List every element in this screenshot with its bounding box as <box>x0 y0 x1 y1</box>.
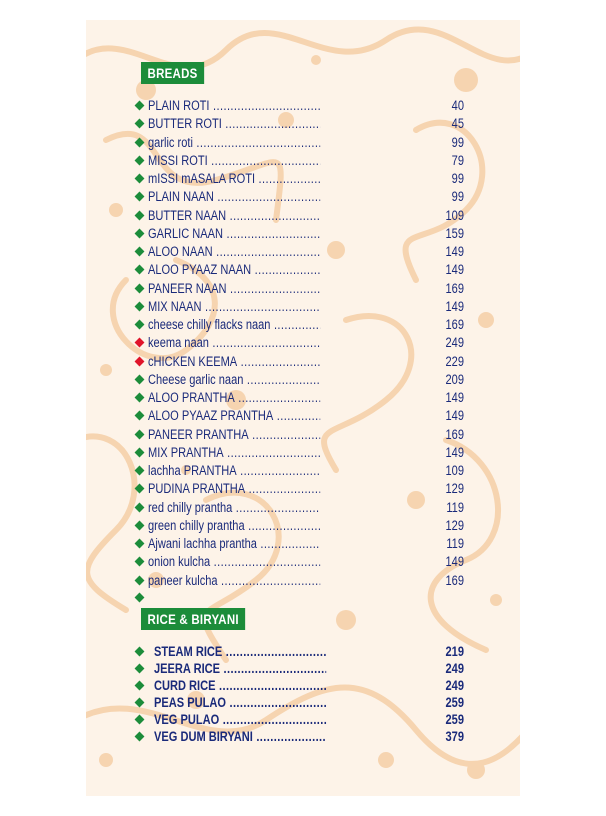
menu-item-price: 119 <box>446 499 464 515</box>
veg-marker-icon <box>135 247 145 257</box>
menu-item-name: PLAIN ROTI ..... <box>148 97 320 115</box>
menu-item-price: 79 <box>451 152 464 168</box>
menu-item-name: STEAM RICE ..... <box>154 643 326 660</box>
veg-marker-icon <box>135 466 145 476</box>
menu-item-price: 129 <box>445 517 464 533</box>
menu-item-price: 169 <box>445 317 464 332</box>
menu-item <box>132 444 464 462</box>
menu-item-name: keema naan ..... <box>148 334 320 352</box>
menu-item <box>132 694 464 711</box>
menu-item-name: MIX NAAN ..... <box>148 298 320 316</box>
menu-item <box>132 115 464 133</box>
veg-marker-icon <box>135 393 145 403</box>
menu-item-price: 149 <box>445 262 464 278</box>
menu-item-name: PEAS PULAO ..... <box>154 694 326 711</box>
menu-item-price: 149 <box>445 444 464 460</box>
menu-item-price: 379 <box>445 729 464 744</box>
menu-item-price: 159 <box>445 225 464 241</box>
menu-item-name: PUDINA PRANTHA ..... <box>148 480 320 498</box>
menu-item <box>132 572 464 590</box>
menu-item <box>132 643 464 660</box>
menu-item-price: 149 <box>445 554 464 570</box>
menu-item <box>132 316 464 334</box>
menu-item-name: green chilly prantha ..... <box>148 517 320 535</box>
veg-marker-icon <box>135 155 145 165</box>
menu-item <box>132 243 464 261</box>
menu-item-price: 99 <box>451 189 464 205</box>
menu-item-name: PLAIN NAAN ..... <box>148 188 320 206</box>
menu-item-price: 249 <box>445 678 464 693</box>
menu-item-name: ALOO PYAAZ PRANTHA ..... <box>148 407 320 425</box>
menu-item-price: 109 <box>445 207 464 223</box>
menu-item-name: ALOO NAAN ..... <box>148 243 320 261</box>
menu-item <box>132 97 464 115</box>
veg-marker-icon <box>135 664 145 674</box>
menu-item-price: 169 <box>445 572 464 588</box>
veg-marker-icon <box>135 429 145 439</box>
menu-item-price: 249 <box>445 335 464 351</box>
veg-marker-icon <box>135 647 145 657</box>
veg-marker-icon <box>135 192 145 202</box>
breads-section-title: BREADS <box>141 62 204 84</box>
menu-item-price: 119 <box>446 536 464 551</box>
menu-item-price: 149 <box>445 390 464 405</box>
menu-item-price: 149 <box>445 408 464 424</box>
menu-item-price: 259 <box>445 695 464 710</box>
veg-marker-icon <box>135 502 145 512</box>
menu-item-price: 99 <box>451 171 464 186</box>
menu-item-price: 40 <box>451 98 464 113</box>
menu-item <box>132 170 464 188</box>
veg-marker-icon <box>135 119 145 129</box>
menu-item-price: 209 <box>445 371 464 387</box>
menu-item <box>132 152 464 170</box>
breads-list <box>132 97 464 590</box>
veg-marker-icon <box>135 732 145 742</box>
menu-item-price: 45 <box>451 116 464 132</box>
veg-marker-icon <box>135 575 145 585</box>
veg-marker-icon <box>135 698 145 708</box>
veg-marker-icon <box>135 557 145 567</box>
menu-item-name: ALOO PRANTHA ..... <box>148 389 320 407</box>
veg-marker-icon <box>135 539 145 549</box>
menu-item <box>132 677 464 694</box>
menu-item-price: 259 <box>445 712 464 727</box>
menu-item-name: BUTTER NAAN ..... <box>148 207 320 225</box>
veg-marker-icon <box>135 715 145 725</box>
menu-item-name: MIX PRANTHA ..... <box>148 444 320 462</box>
menu-item <box>132 517 464 535</box>
menu-item <box>132 261 464 279</box>
menu-item-name: cHICKEN KEEMA ..... <box>148 353 320 371</box>
menu-item-name: lachha PRANTHA ..... <box>148 462 320 480</box>
menu-page <box>86 20 520 796</box>
menu-item-name: VEG DUM BIRYANI ..... <box>154 728 326 745</box>
menu-item-price: 229 <box>445 353 464 369</box>
menu-item-price: 169 <box>445 426 464 442</box>
veg-marker-icon <box>135 681 145 691</box>
menu-item <box>132 711 464 728</box>
menu-item <box>132 660 464 677</box>
menu-item <box>132 188 464 206</box>
menu-item-name: cheese chilly flacks naan ..... <box>148 316 320 334</box>
menu-item-price: 169 <box>445 280 464 296</box>
menu-item <box>132 134 464 152</box>
veg-marker-icon <box>135 411 145 421</box>
menu-item <box>132 462 464 480</box>
rice-list <box>132 643 464 745</box>
menu-item-price: 99 <box>451 134 464 150</box>
veg-marker-icon <box>135 174 145 184</box>
menu-item-price: 149 <box>445 298 464 314</box>
menu-item-name: Ajwani lachha prantha ..... <box>148 535 320 553</box>
menu-item-name: garlic roti ..... <box>148 134 320 152</box>
menu-item-name: paneer kulcha ..... <box>148 572 320 590</box>
nonveg-marker-icon <box>135 356 145 366</box>
menu-item-name: PANEER NAAN ..... <box>148 280 320 298</box>
menu-item <box>132 280 464 298</box>
menu-item <box>132 389 464 407</box>
menu-item-name: CURD RICE ..... <box>154 677 326 694</box>
menu-item-name: VEG PULAO ..... <box>154 711 326 728</box>
menu-item <box>132 407 464 425</box>
veg-marker-icon <box>135 101 145 111</box>
menu-item-name: JEERA RICE ..... <box>154 660 326 677</box>
menu-item <box>132 728 464 745</box>
veg-marker-icon <box>135 210 145 220</box>
menu-item <box>132 353 464 371</box>
menu-item <box>132 298 464 316</box>
menu-item-name: red chilly prantha ..... <box>148 499 320 517</box>
menu-item-price: 109 <box>445 463 464 478</box>
menu-item <box>132 553 464 571</box>
menu-item-name: Cheese garlic naan ..... <box>148 371 320 389</box>
menu-item-price: 249 <box>445 661 464 676</box>
menu-item-price: 129 <box>445 481 464 497</box>
menu-item-name: PANEER PRANTHA ..... <box>148 426 320 444</box>
veg-marker-icon <box>135 265 145 275</box>
menu-item <box>132 371 464 389</box>
menu-item-name: onion kulcha ..... <box>148 553 320 571</box>
nonveg-marker-icon <box>135 338 145 348</box>
veg-marker-icon <box>135 484 145 494</box>
menu-item <box>132 334 464 352</box>
menu-item-price: 149 <box>445 244 464 259</box>
veg-marker-icon <box>135 520 145 530</box>
menu-item-name: ALOO PYAAZ NAAN ..... <box>148 261 320 279</box>
menu-item-price: 219 <box>445 644 464 659</box>
menu-item <box>132 480 464 498</box>
menu-item-name: BUTTER ROTI ..... <box>148 115 320 133</box>
menu-item-name: MISSI ROTI ..... <box>148 152 320 170</box>
menu-item-name: GARLIC NAAN ..... <box>148 225 320 243</box>
menu-item <box>132 225 464 243</box>
rice-section-title: RICE & BIRYANI <box>141 608 245 630</box>
veg-marker-icon <box>135 447 145 457</box>
menu-item-name: mISSI mASALA ROTI ..... <box>148 170 320 188</box>
menu-item <box>132 207 464 225</box>
veg-marker-icon <box>135 301 145 311</box>
veg-marker-icon <box>135 283 145 293</box>
veg-marker-icon <box>135 137 145 147</box>
veg-marker-icon <box>135 320 145 330</box>
veg-marker-icon <box>135 374 145 384</box>
menu-item <box>132 499 464 517</box>
veg-marker-icon <box>135 228 145 238</box>
menu-item <box>132 426 464 444</box>
menu-item <box>132 535 464 553</box>
